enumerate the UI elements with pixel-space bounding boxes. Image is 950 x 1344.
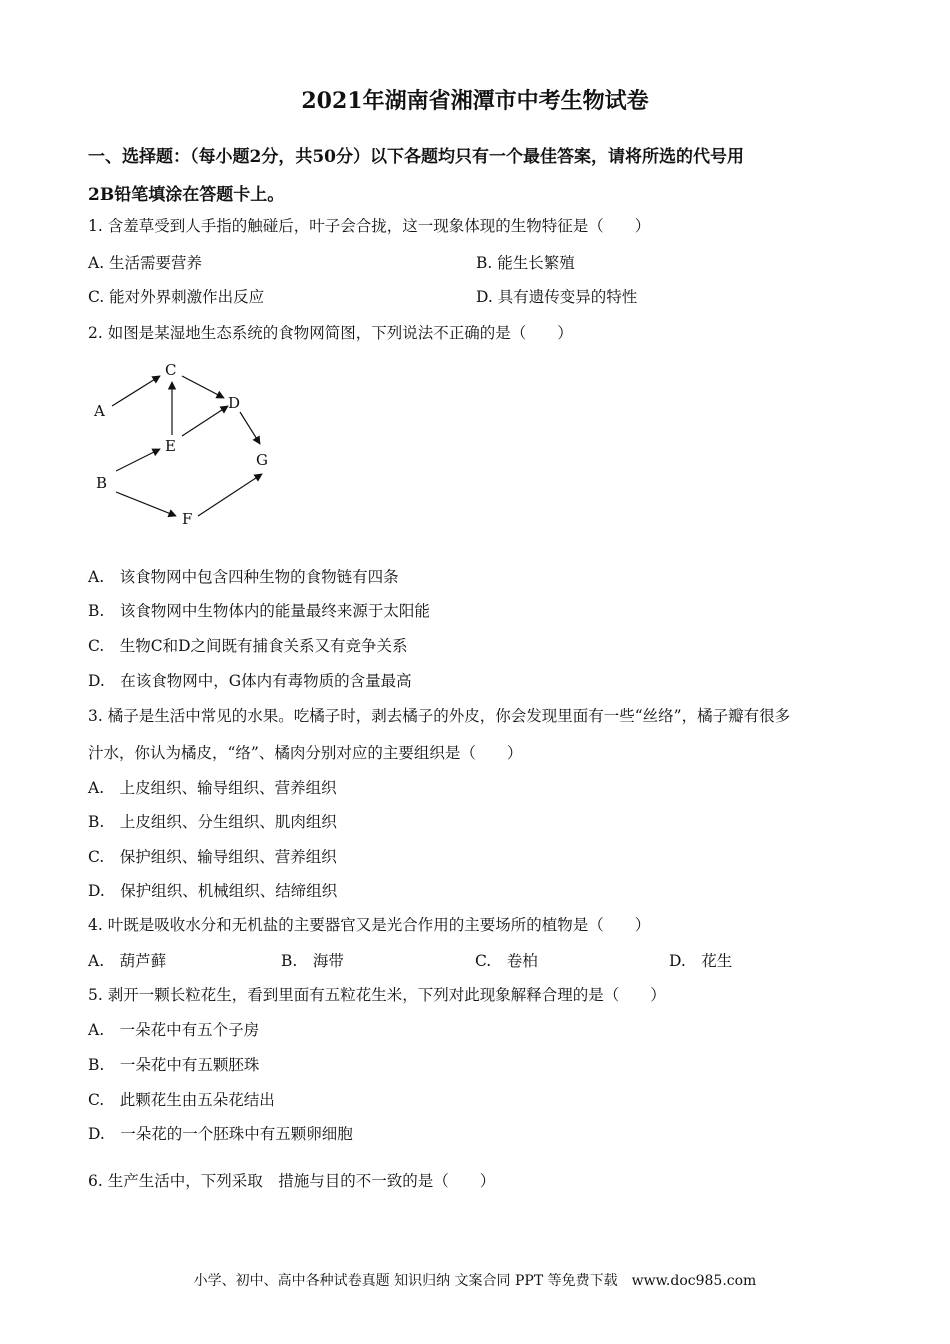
page-footer: 小学、初中、高中各种试卷真题 知识归纳 文案合同 PPT 等免费下载 www.doc985.com bbox=[193, 1273, 757, 1289]
q1-stem: 1. 含羞草受到人手指的触碰后，叶子会合拢，这一现象体现的生物特征是（ ） bbox=[88, 217, 651, 235]
q3-stem-line1: 3. 橘子是生活中常见的水果。吃橘子时，剥去橘子的外皮，你会发现里面有一些“丝络”，橘子瓣有很多 bbox=[88, 707, 791, 725]
q4-stem: 4. 叶既是吸收水分和无机盐的主要器官又是光合作用的主要场所的植物是（ ） bbox=[88, 916, 651, 934]
q2-option-d: D. 在该食物网中，G体内有毒物质的含量最高 bbox=[88, 672, 412, 690]
arrow-d-g bbox=[240, 412, 260, 444]
node-f: F bbox=[182, 510, 193, 528]
page-title: 2021年湖南省湘潭市中考生物试卷 bbox=[301, 88, 649, 114]
node-a: A bbox=[94, 402, 105, 420]
q4-option-a: A. 葫芦藓 bbox=[88, 952, 167, 970]
q1-option-b: B. 能生长繁殖 bbox=[476, 254, 575, 272]
q3-option-b: B. 上皮组织、分生组织、肌肉组织 bbox=[88, 813, 337, 831]
q5-option-d: D. 一朵花的一个胚珠中有五颗卵细胞 bbox=[88, 1125, 353, 1143]
arrow-e-d bbox=[182, 406, 228, 436]
q4-option-d: D. 花生 bbox=[669, 952, 733, 970]
q1-option-a: A. 生活需要营养 bbox=[88, 254, 203, 272]
q3-option-d: D. 保护组织、机械组织、结缔组织 bbox=[88, 882, 338, 900]
q3-stem-line2: 汁水，你认为橘皮，“络”、橘肉分别对应的主要组织是（ ） bbox=[88, 744, 523, 762]
food-web-diagram bbox=[88, 356, 288, 532]
q5-option-a: A. 一朵花中有五个子房 bbox=[88, 1021, 260, 1039]
q2-stem: 2. 如图是某湿地生态系统的食物网简图，下列说法不正确的是（ ） bbox=[88, 324, 573, 342]
arrow-c-d bbox=[182, 376, 224, 398]
node-b: B bbox=[96, 474, 108, 492]
q4-option-b: B. 海带 bbox=[281, 952, 344, 970]
q5-option-b: B. 一朵花中有五颗胚珠 bbox=[88, 1056, 260, 1074]
q5-option-c: C. 此颗花生由五朵花结出 bbox=[88, 1091, 275, 1109]
q3-option-a: A. 上皮组织、输导组织、营养组织 bbox=[88, 779, 337, 797]
q3-option-c: C. 保护组织、输导组织、营养组织 bbox=[88, 848, 337, 866]
node-e: E bbox=[165, 437, 176, 455]
q4-option-c: C. 卷柏 bbox=[475, 952, 538, 970]
section-heading-line2: 2B铅笔填涂在答题卡上。 bbox=[88, 185, 285, 205]
arrow-b-e bbox=[116, 449, 160, 471]
section-heading-line1: 一、选择题：（每小题2分，共50分）以下各题均只有一个最佳答案，请将所选的代号用 bbox=[88, 147, 744, 167]
q2-option-b: B. 该食物网中生物体内的能量最终来源于太阳能 bbox=[88, 602, 430, 620]
q2-option-c: C. 生物C和D之间既有捕食关系又有竞争关系 bbox=[88, 637, 408, 655]
q6-stem: 6. 生产生活中，下列采取 措施与目的不一致的是（ ） bbox=[88, 1172, 496, 1190]
node-d: D bbox=[228, 394, 241, 412]
node-c: C bbox=[165, 361, 177, 379]
arrow-b-f bbox=[116, 492, 176, 516]
q5-stem: 5. 剥开一颗长粒花生，看到里面有五粒花生米，下列对此现象解释合理的是（ ） bbox=[88, 986, 666, 1004]
q2-option-a: A. 该食物网中包含四种生物的食物链有四条 bbox=[88, 568, 399, 586]
q1-option-d: D. 具有遗传变异的特性 bbox=[476, 288, 638, 306]
arrow-a-c bbox=[112, 376, 160, 406]
arrow-f-g bbox=[198, 474, 262, 516]
q1-option-c: C. 能对外界刺激作出反应 bbox=[88, 288, 265, 306]
node-g: G bbox=[256, 451, 268, 469]
